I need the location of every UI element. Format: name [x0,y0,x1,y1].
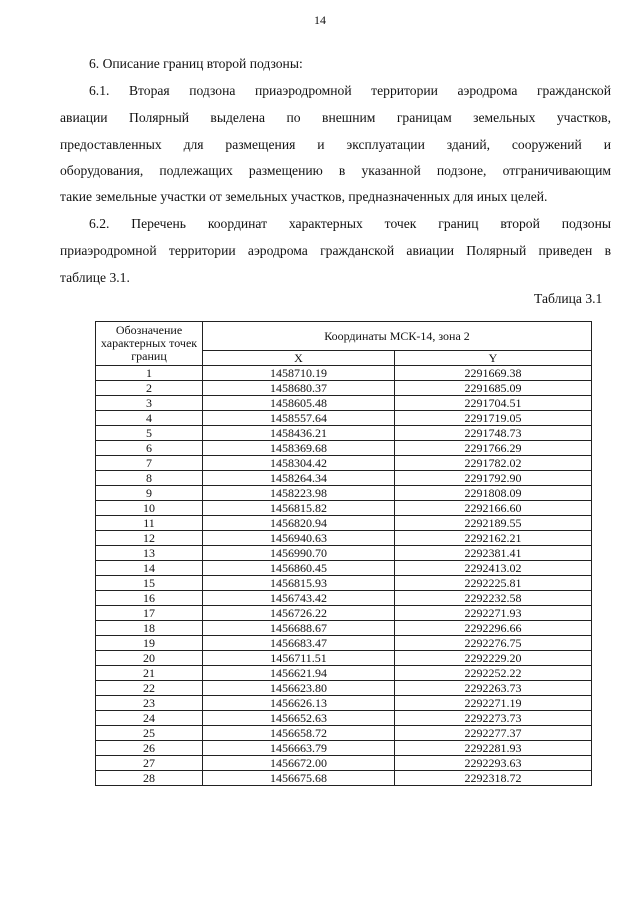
y-cell: 2292232.58 [395,591,592,606]
x-cell: 1456815.82 [203,501,395,516]
point-cell: 11 [96,516,203,531]
y-cell: 2291782.02 [395,456,592,471]
point-cell: 2 [96,381,203,396]
x-cell: 1456658.72 [203,726,395,741]
point-cell: 23 [96,696,203,711]
table-row [96,531,592,546]
point-cell: 13 [96,546,203,561]
table-row [96,591,592,606]
x-cell: 1456672.00 [203,756,395,771]
x-cell: 1458557.64 [203,411,395,426]
y-cell: 2291792.90 [395,471,592,486]
x-cell: 1456940.63 [203,531,395,546]
paragraph-6-1-line-5: такие земельные участки от земельных участков, предназначенных для иных целей. [60,189,548,204]
point-cell: 22 [96,681,203,696]
y-cell: 2292276.75 [395,636,592,651]
point-cell: 6 [96,441,203,456]
point-cell: 28 [96,771,203,786]
y-cell: 2291766.29 [395,441,592,456]
x-cell: 1456652.63 [203,711,395,726]
point-cell: 7 [96,456,203,471]
table-row [96,561,592,576]
point-cell: 8 [96,471,203,486]
header-points-label: Обозначение характерных точек границ [100,323,198,363]
header-points [96,322,203,366]
y-cell: 2292318.72 [395,771,592,786]
x-cell: 1456726.22 [203,606,395,621]
point-cell: 19 [96,636,203,651]
y-cell: 2292189.55 [395,516,592,531]
x-cell: 1456663.79 [203,741,395,756]
x-cell: 1458264.34 [203,471,395,486]
table-row [96,621,592,636]
x-cell: 1456623.80 [203,681,395,696]
point-cell: 24 [96,711,203,726]
point-cell: 9 [96,486,203,501]
y-cell: 2292281.93 [395,741,592,756]
table-row [96,576,592,591]
table-caption: Таблица 3.1 [534,291,603,306]
table-row [96,456,592,471]
x-cell: 1458223.98 [203,486,395,501]
x-cell: 1456688.67 [203,621,395,636]
section-heading: 6. Описание границ второй подзоны: [89,56,303,71]
x-cell: 1456683.47 [203,636,395,651]
table-row [96,381,592,396]
table-row [96,681,592,696]
point-cell: 25 [96,726,203,741]
x-cell: 1458369.68 [203,441,395,456]
point-cell: 15 [96,576,203,591]
paragraph-6-2-line-3: таблице 3.1. [60,270,130,285]
header-x: X [203,351,395,366]
table-row [96,666,592,681]
x-cell: 1456675.68 [203,771,395,786]
paragraph-6-2-line-1: 6.2. Перечень координат характерных точек границ второй подзоны [89,216,611,231]
table-row [96,501,592,516]
point-cell: 17 [96,606,203,621]
table-row [96,411,592,426]
point-cell: 26 [96,741,203,756]
table-row [96,426,592,441]
x-cell: 1456990.70 [203,546,395,561]
y-cell: 2292263.73 [395,681,592,696]
point-cell: 10 [96,501,203,516]
point-cell: 4 [96,411,203,426]
table-row [96,756,592,771]
x-cell: 1456626.13 [203,696,395,711]
x-cell: 1456621.94 [203,666,395,681]
table-row [96,741,592,756]
y-cell: 2291719.05 [395,411,592,426]
y-cell: 2291685.09 [395,381,592,396]
y-cell: 2291748.73 [395,426,592,441]
y-cell: 2291669.38 [395,366,592,381]
paragraph-6-1-line-4: оборудования, подлежащих размещению в указанной подзоне, отграничивающим [60,163,611,178]
table-row [96,516,592,531]
table-row [96,726,592,741]
point-cell: 1 [96,366,203,381]
y-cell: 2292162.21 [395,531,592,546]
table-row [96,396,592,411]
x-cell: 1458710.19 [203,366,395,381]
table-row [96,486,592,501]
header-y: Y [395,351,592,366]
coordinates-table [95,321,592,786]
x-cell: 1458605.48 [203,396,395,411]
table-row [96,636,592,651]
paragraph-6-1-line-1: 6.1. Вторая подзона приаэродромной территории аэродрома гражданской [89,83,611,98]
y-cell: 2292252.22 [395,666,592,681]
y-cell: 2291704.51 [395,396,592,411]
table-row [96,546,592,561]
point-cell: 5 [96,426,203,441]
point-cell: 12 [96,531,203,546]
table-row [96,471,592,486]
table-row [96,366,592,381]
y-cell: 2292225.81 [395,576,592,591]
coordinates-table-body [96,366,592,786]
x-cell: 1456815.93 [203,576,395,591]
point-cell: 14 [96,561,203,576]
table-row [96,651,592,666]
y-cell: 2292271.93 [395,606,592,621]
x-cell: 1458436.21 [203,426,395,441]
x-cell: 1456743.42 [203,591,395,606]
point-cell: 20 [96,651,203,666]
y-cell: 2291808.09 [395,486,592,501]
y-cell: 2292296.66 [395,621,592,636]
table-row [96,441,592,456]
y-cell: 2292293.63 [395,756,592,771]
x-cell: 1458680.37 [203,381,395,396]
page-number: 14 [314,13,326,27]
y-cell: 2292413.02 [395,561,592,576]
table-row [96,696,592,711]
point-cell: 27 [96,756,203,771]
y-cell: 2292271.19 [395,696,592,711]
table-row [96,606,592,621]
x-cell: 1456820.94 [203,516,395,531]
y-cell: 2292273.73 [395,711,592,726]
point-cell: 18 [96,621,203,636]
x-cell: 1456860.45 [203,561,395,576]
x-cell: 1458304.42 [203,456,395,471]
x-cell: 1456711.51 [203,651,395,666]
table-row [96,711,592,726]
y-cell: 2292166.60 [395,501,592,516]
y-cell: 2292277.37 [395,726,592,741]
y-cell: 2292381.41 [395,546,592,561]
paragraph-6-1-line-2: авиации Полярный выделена по внешним границам земельных участков, [60,110,611,125]
point-cell: 21 [96,666,203,681]
paragraph-6-2-line-2: приаэродромной территории аэродрома гражданской авиации Полярный приведен в [60,243,611,258]
y-cell: 2292229.20 [395,651,592,666]
point-cell: 3 [96,396,203,411]
point-cell: 16 [96,591,203,606]
header-coordinates [203,322,592,351]
header-coordinates-label: Координаты МСК-14, зона 2 [324,328,470,343]
paragraph-6-1-line-3: предоставленных для размещения и эксплуатации зданий, сооружений и [60,137,611,152]
table-row [96,771,592,786]
